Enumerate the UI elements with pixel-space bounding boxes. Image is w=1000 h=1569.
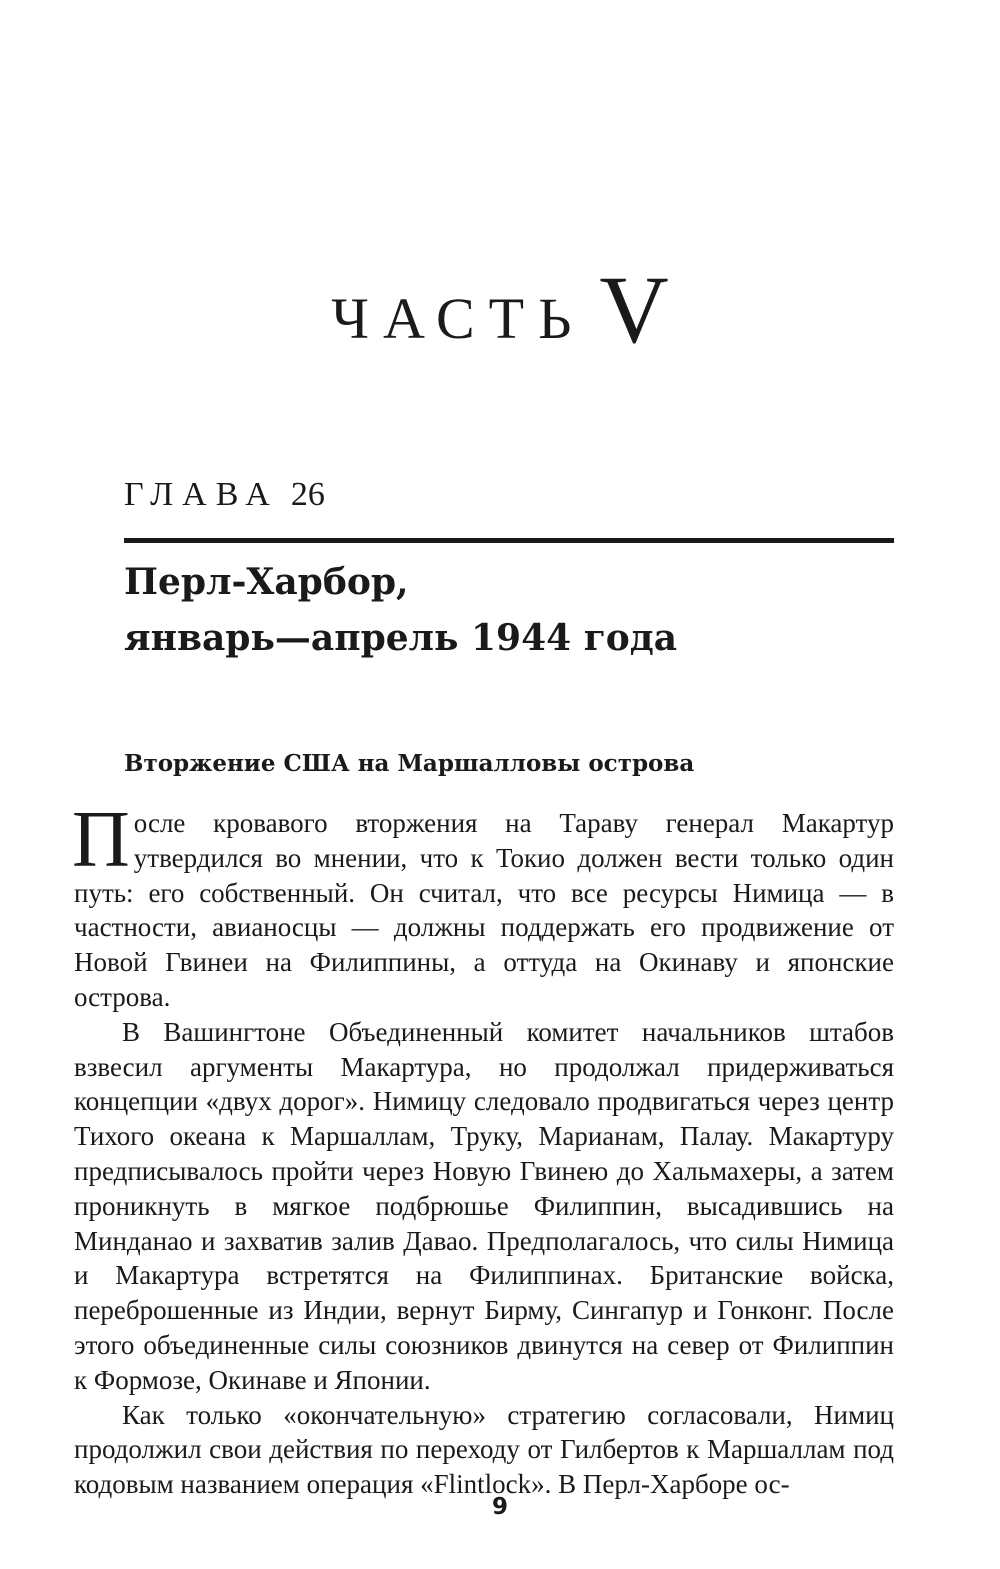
chapter-title-line-2: январь—апрель 1944 года — [124, 617, 678, 659]
chapter-label — [124, 478, 325, 512]
chapter-divider — [124, 538, 894, 543]
paragraph-1 — [72, 796, 894, 1015]
part-numeral: V — [599, 256, 669, 363]
paragraph-1-text: осле кровавого вторжения на Тараву генерал Макартур утвердился во мнении, что к Токио должен вести только один путь: его собственный. Он считал, что все ресурсы Нимица — в частности, авианосцы — должны поддержать его продвижение от Новой Гвинеи на Филиппины, а оттуда на Окинаву и японские острова. — [74, 808, 894, 1012]
chapter-word: ГЛАВА — [124, 476, 279, 513]
chapter-title — [124, 554, 904, 666]
page-number: 9 — [491, 1494, 508, 1520]
body-text — [72, 796, 894, 1502]
chapter-title-line-1: Перл-Харбор, — [124, 561, 409, 603]
part-title — [0, 256, 1000, 363]
chapter-number: 26 — [290, 476, 325, 513]
paragraph-2: В Вашингтоне Объединенный комитет начальников штабов взвесил аргументы Макартура, но продолжал придерживаться концепции «двух дорог». Нимицу следовало продвигаться через центр Тихого океана к Маршаллам, Труку, Марианам, Палау. Макартуру предписывалось пройти через Новую Гвинею до Хальмахеры, а затем проникнуть в мягкое подбрюшье Филиппин, высадившись на Минданао и захватив залив Давао. Предполагалось, что силы Нимица и Макартура встретятся на Филиппинах. Британские войска, переброшенные из Индии, вернут Бирму, Сингапур и Гонконг. После этого объединенные силы союзников двинутся на север от Филиппин к Формозе, Окинаве и Японии. — [74, 1016, 894, 1395]
part-word: ЧАСТЬ — [331, 286, 586, 351]
drop-cap: П — [72, 796, 130, 884]
paragraph-3: Как только «окончательную» стратегию согласовали, Нимиц продолжил свои действия по переходу от Гилбертов к Маршаллам под кодовым названием операция «Flintlock». В Перл-Харборе ос- — [74, 1399, 894, 1500]
section-heading: Вторжение США на Маршалловы острова — [124, 750, 695, 777]
